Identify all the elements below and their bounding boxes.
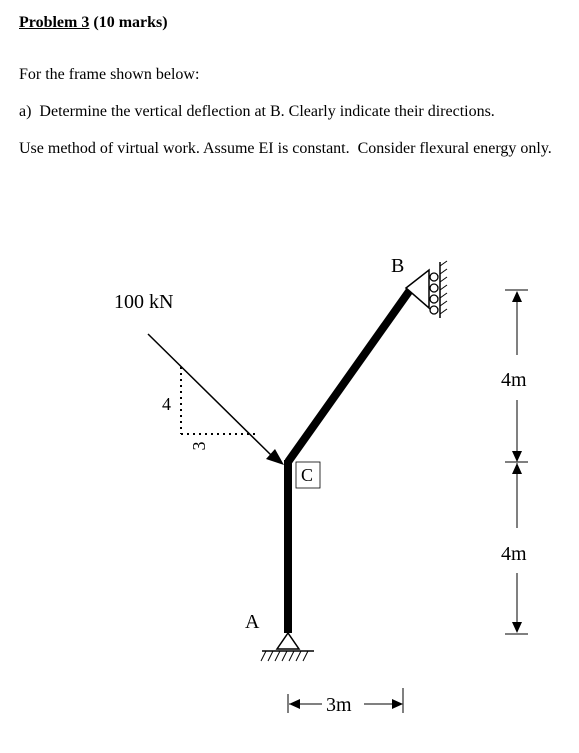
node-a-label: A <box>245 611 260 633</box>
pin-support-a <box>261 633 314 661</box>
intro-text: For the frame shown below: <box>19 66 200 83</box>
inclined-member-cb <box>288 290 410 462</box>
dim-horizontal-label: 3m <box>326 694 352 716</box>
instructions-text: Use method of virtual work. Assume EI is constant. Consider flexural energy only. <box>19 140 552 157</box>
question-a-text: a) Determine the vertical deflection at B. Clearly indicate their directions. <box>19 103 495 120</box>
roller-support-b <box>406 261 447 318</box>
node-b-label: B <box>391 255 405 277</box>
dim-lower-label: 4m <box>501 543 527 565</box>
node-c-label: C <box>301 465 314 485</box>
problem-marks: (10 marks) <box>93 14 168 31</box>
slope-horizontal-label: 3 <box>189 441 209 451</box>
load-label: 100 kN <box>114 291 174 313</box>
slope-vertical-label: 4 <box>162 394 171 414</box>
dim-upper-label: 4m <box>501 369 527 391</box>
vertical-dimension <box>505 290 528 634</box>
problem-title: Problem 3 <box>19 14 90 31</box>
